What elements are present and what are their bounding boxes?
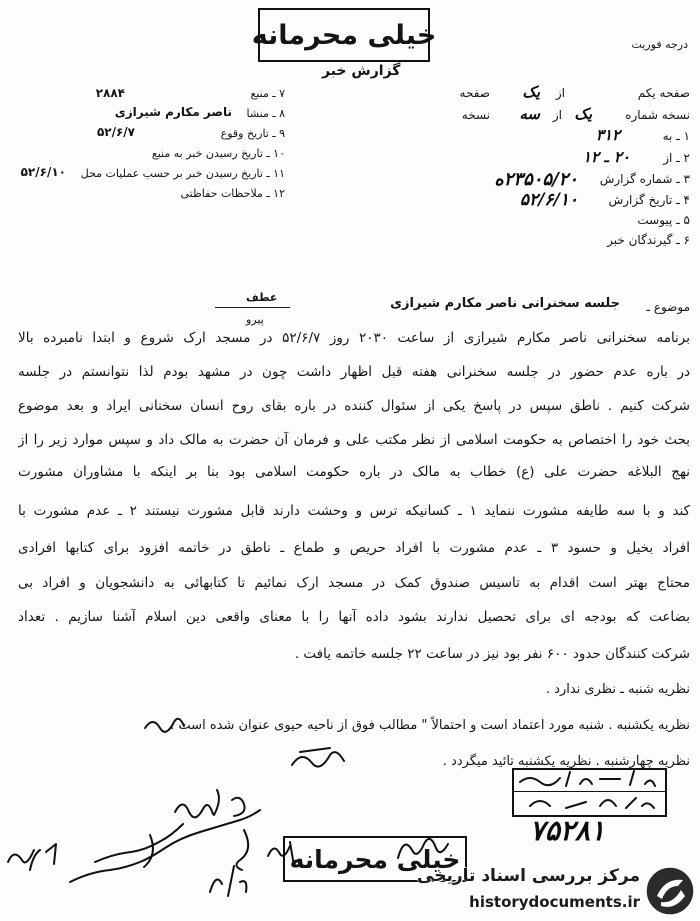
archive-watermark-name: مرکز بررسی اسناد تاریخی — [417, 866, 640, 886]
field-local-received-date-value: ۵۲/۶/۱۰ — [20, 165, 66, 179]
confidential-stamp-text: خیلی محرمانه — [251, 19, 437, 51]
field-source-received-date-label: ۱۰ ـ تاریخ رسیدن خبر به منبع — [151, 147, 285, 160]
body-line: در باره عدم حضور در جلسه سخنرانی هفته قبل اظهار داشت چون در مشهد بودم لذا نتوانستم در جلسه — [18, 364, 690, 380]
received-date-stamp — [512, 768, 667, 817]
field-copy-of: از — [552, 108, 562, 122]
handwritten-note-bottom-left — [8, 790, 260, 896]
reference-peyro-label: پیرو — [246, 313, 264, 326]
field-attachment-label: ۵ ـ پیوست — [637, 213, 690, 227]
field-copy-label: نسخه شماره — [625, 108, 690, 122]
field-source-label: ۷ ـ منبع — [250, 87, 285, 100]
field-report-date — [420, 190, 690, 213]
field-security-notes-label: ۱۲ ـ ملاحظات حفاظتی — [180, 187, 285, 200]
body-line: بضاعت که بودجه ای برای تحصیل ندارند بشود داده آنها را با معنای واقعی دین اسلام آشنا سازیم . تعداد — [18, 609, 690, 625]
document-number: ۷۵۲۸۱ — [529, 814, 605, 847]
body-line: بحث خود را اختصاص به حکومت اسلامی از نظر مکتب علی و فرمان آن حضرت به مالک داد و سپس موارد زیر را از — [18, 432, 690, 448]
field-copy — [420, 105, 690, 128]
field-copy-unit: نسخه — [461, 108, 490, 122]
urgency-label: درجه فوریت — [631, 38, 688, 51]
archive-watermark-site: historydocuments.ir — [469, 893, 640, 911]
field-from-label: ۲ ـ از — [663, 151, 690, 165]
remark-sunday: نظریه یکشنبه . شنبه مورد اعتماد است و احتمالاً " مطالب فوق از ناحیه حیوی عنوان شده است . — [170, 718, 690, 733]
field-local-received-date-label: ۱۱ ـ تاریخ رسیدن خبر بر حسب عملیات محل — [80, 167, 285, 180]
field-to-label: ۱ ـ به — [662, 129, 690, 143]
field-to-value: ۳۱۲ — [595, 126, 620, 144]
field-source-value: ۲۸۸۴ — [95, 86, 125, 100]
archive-logo-icon — [645, 866, 695, 916]
confidential-stamp-top — [251, 8, 437, 62]
confidential-stamp-bottom-text: خیلی محرمانه — [289, 844, 461, 874]
field-to — [420, 126, 690, 149]
body-line: کند و با سه طایفه مشورت ننماید ۱ ـ کسانیکه ترس و وحشت دارند قابل مشورت نیستند ۲ ـ عدم مشورت با — [18, 503, 690, 519]
field-recipients-label: ۶ ـ گیرندگان خبر — [607, 233, 690, 247]
field-report-date-label: ۴ ـ تاریخ گزارش — [608, 193, 690, 207]
report-type-title: گزارش خبر — [322, 63, 401, 79]
body-line: شرکت کنیم . ناطق سپس در پاسخ یکی از سئوال کننده در باره بقای روح انسان سخنانی ایراد و بعد موضوع — [18, 398, 690, 414]
field-origin-label: ۸ ـ منشا — [246, 107, 285, 120]
field-from — [420, 148, 690, 171]
body-line: محتاج بهتر است اقدام به تاسیس صندوق کمک در مسجد ارک نمائیم تا کتابهائی به دانشجویان و افراد بی — [18, 575, 690, 591]
field-attachment — [420, 213, 690, 233]
field-from-value: ۲۰ ـ ۱۲ — [582, 148, 630, 166]
field-page — [420, 83, 690, 106]
field-recipients — [420, 233, 690, 253]
date-stamp-divider — [514, 791, 665, 792]
field-page-count: یک — [522, 83, 540, 101]
reference-atf-label: عطف — [246, 291, 278, 304]
body-line: افراد بخیل و حسود ۳ ـ عدم مشورت با افراد حریص و طماع ـ ناطق در خاتمه افزود برای کتابها افرادی — [18, 540, 690, 556]
field-origin-value: ناصر مکارم شیرازی — [114, 105, 232, 119]
subject-text: جلسه سخنرانی ناصر مکارم شیرازی — [390, 296, 620, 311]
field-copy-number: یک — [574, 105, 592, 123]
subject-label: موضوع ـ — [646, 300, 690, 314]
field-copy-count: سه — [519, 105, 540, 123]
field-report-number-value: ۲۳۵۰۵/۲۰ه — [494, 169, 578, 190]
field-event-date-label: ۹ ـ تاریخ وقوع — [220, 127, 285, 140]
field-report-date-value: ۵۲/۶/۱۰ — [519, 190, 578, 210]
field-report-number-label: ۳ ـ شماره گزارش — [599, 172, 690, 186]
atf-divider — [215, 307, 290, 308]
field-event-date-value: ۵۲/۶/۷ — [96, 125, 135, 139]
remark-saturday: نظریه شنبه ـ نظری ندارد . — [545, 682, 690, 697]
field-page-label: صفحه یکم — [637, 86, 690, 100]
body-line: برنامه سخنرانی ناصر مکارم شیرازی از ساعت ۲۰۳۰ روز ۵۲/۶/۷ در مسجد ارک شروع و ابتدا نامبرده بالا — [18, 330, 690, 346]
field-page-unit: صفحه — [459, 86, 490, 100]
body-line: شرکت کنندگان حدود ۶۰۰ نفر بود نیز در ساعت ۲۲ جلسه خاتمه یافت . — [294, 646, 690, 662]
field-report-number — [420, 169, 690, 192]
body-line: نهج البلاغه حضرت علی (ع) خطاب به مالک در باره حکومت اسلامی بود بنا بر اینکه با مشاوران مشورت — [18, 464, 690, 480]
remark-wednesday: نظریه چهارشنبه . نظریه یکشنبه تائید میگردد . — [442, 754, 690, 769]
field-page-of: از — [555, 86, 565, 100]
